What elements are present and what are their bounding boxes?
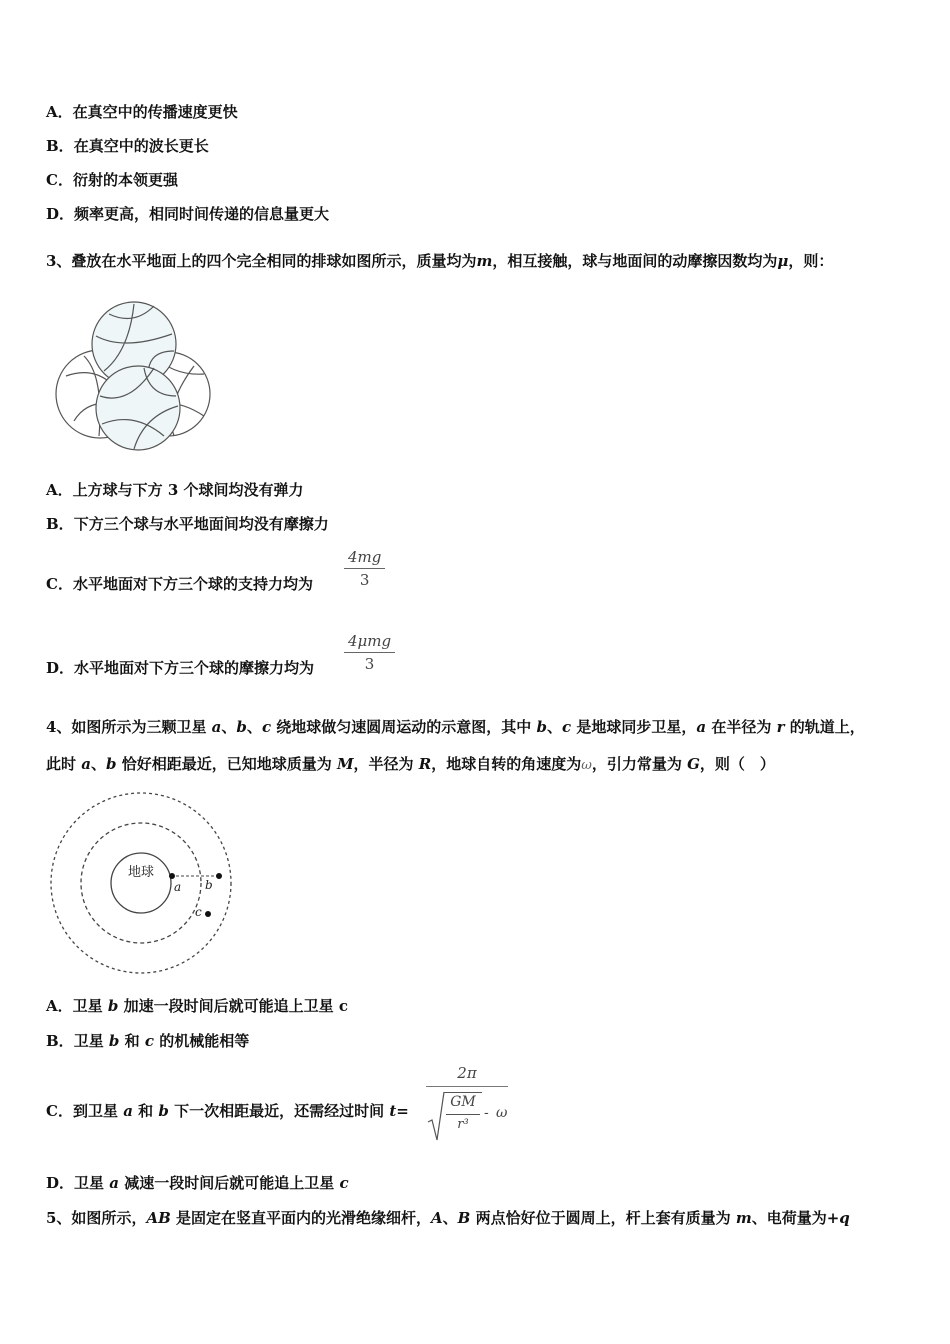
- geo-orbit: [51, 793, 231, 973]
- earth-circle: [111, 853, 171, 913]
- volleyball-stack-figure: [54, 296, 214, 452]
- satellite-a: [169, 873, 175, 879]
- q4-option-b: B．卫星 b 和 c 的机械能相等: [46, 1032, 250, 1050]
- satellite-orbit-figure: [48, 790, 234, 976]
- satellite-b: [216, 873, 222, 879]
- formula-numerator: 2π: [457, 1064, 477, 1082]
- q4-stem-line2: 此时 a、b 恰好相距最近，已知地球质量为 M，半径为 R，地球自转的角速度为ω，引力常量为 G，则（ ）: [46, 755, 775, 773]
- formula-omega: ω: [496, 1105, 508, 1121]
- satellite-c: [205, 911, 211, 917]
- q3-option-a: A．上方球与下方 3 个球间均没有弹力: [46, 481, 304, 499]
- q3-option-c: C．水平地面对下方三个球的支持力均为: [46, 575, 313, 593]
- q2-option-b: B．在真空中的波长更长: [46, 137, 209, 155]
- q3-option-b: B．下方三个球与水平地面间均没有摩擦力: [46, 515, 329, 533]
- q2-option-d: D．频率更高，相同时间传递的信息量更大: [46, 205, 330, 223]
- q4-option-c-formula: [426, 1064, 516, 1146]
- label-c: c: [195, 905, 202, 919]
- q4-option-d: D．卫星 a 减速一段时间后就可能追上卫星 c: [46, 1174, 349, 1192]
- q3-option-d: D．水平地面对下方三个球的摩擦力均为: [46, 659, 315, 677]
- formula-inner-denominator: r³: [457, 1117, 469, 1132]
- formula-minus: -: [484, 1105, 489, 1121]
- q3-option-c-fraction: 4mg 3: [344, 548, 385, 589]
- orbit-a: [81, 823, 201, 943]
- label-b: b: [205, 878, 213, 892]
- q4-stem-line1: 4、如图所示为三颗卫星 a、b、c 绕地球做匀速圆周运动的示意图，其中 b、c 是地球同步卫星，a 在半径为 r 的轨道上，: [46, 718, 865, 736]
- formula-inner-numerator: GM: [450, 1094, 476, 1110]
- q4-option-c: C．到卫星 a 和 b 下一次相距最近，还需经过时间 t=: [46, 1102, 409, 1120]
- q4-option-a: A．卫星 b 加速一段时间后就可能追上卫星 c: [46, 997, 348, 1015]
- q3-stem: 3、叠放在水平地面上的四个完全相同的排球如图所示，质量均为m，相互接触，球与地面间的动摩擦因数均为μ，则：: [46, 252, 834, 270]
- q2-option-c: C．衍射的本领更强: [46, 171, 178, 189]
- label-a: a: [174, 880, 182, 894]
- q3-option-d-fraction: 4μmg 3: [344, 632, 395, 673]
- earth-label: 地球: [127, 865, 155, 880]
- q5-stem: 5、如图所示，AB 是固定在竖直平面内的光滑绝缘细杆，A、B 两点恰好位于圆周上，杆上套有质量为 m、电荷量为+q: [46, 1209, 850, 1227]
- q2-option-a: A．在真空中的传播速度更快: [46, 103, 238, 121]
